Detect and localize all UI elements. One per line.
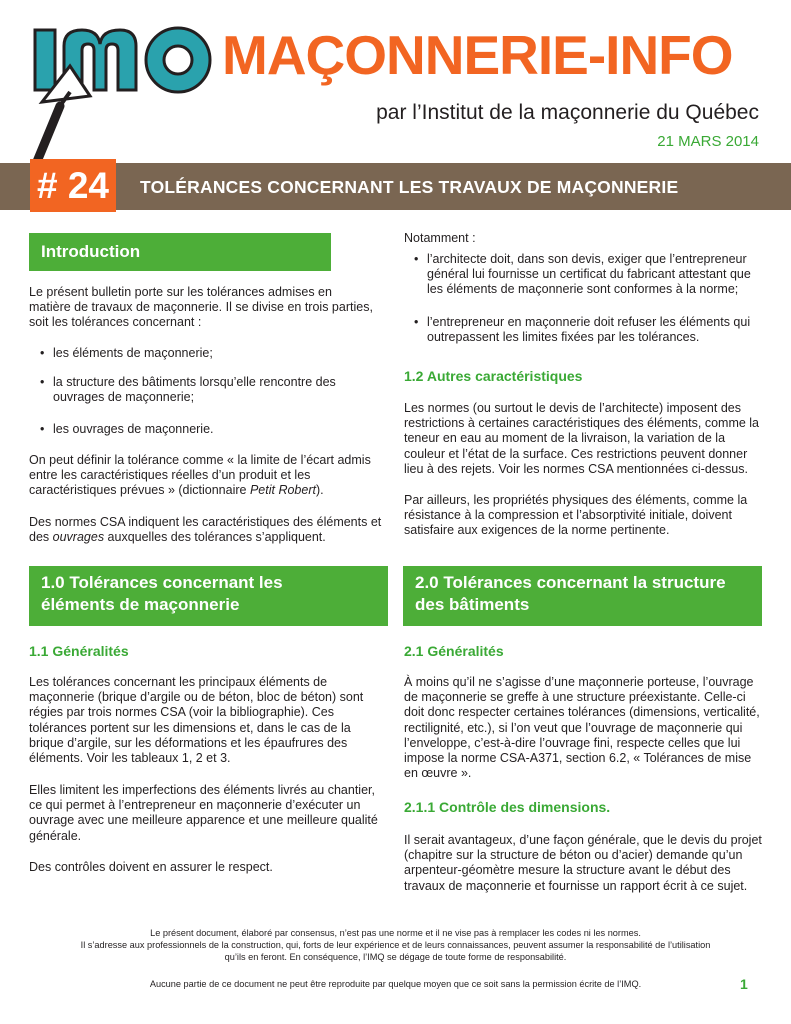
bulletin-title: TOLÉRANCES CONCERNANT LES TRAVAUX DE MAÇONNERIE xyxy=(140,177,679,197)
intro-bullet-2: • la structure des bâtiments lorsqu’elle rencontre des ouvrages de maçonnerie; xyxy=(40,375,336,405)
subheading-2-1-1: 2.1.1 Contrôle des dimensions. xyxy=(404,799,611,815)
right-bullet-1: • l’architecte doit, dans son devis, exiger que l’entrepreneur général lui fournisse un certificat du fabricant attestant que les éléments de maçonnerie sont conformes à la norme; xyxy=(414,252,751,297)
brand-title: MAÇONNERIE-INFO xyxy=(222,24,733,86)
section-1-heading: 1.0 Tolérances concernant les éléments de maçonnerie xyxy=(29,566,388,626)
copyright-notice: Aucune partie de ce document ne peut être reproduite par quelque moyen que ce soit sans la permission écrite de l’IMQ. xyxy=(149,979,642,989)
intro-paragraph-1: Le présent bulletin porte sur les tolérances admises en matière de travaux de maçonnerie. Il se divise en trois parties, soit les tolérances concernant : xyxy=(29,285,373,330)
notamment-label: Notamment : xyxy=(404,231,476,245)
section-1-1-paragraph-3: Des contrôles doivent en assurer le respect. xyxy=(29,860,273,874)
intro-paragraph-3: Des normes CSA indiquent les caractéristiques des éléments et des ouvrages auxquelles des tolérances s’appliquent. xyxy=(29,515,382,545)
page-number: 1 xyxy=(740,976,748,992)
brand-subtitle: par l’Institut de la maçonnerie du Québec xyxy=(376,101,759,124)
section-1-1-paragraph-2: Elles limitent les imperfections des éléments livrés au chantier, ce qui permet à l’entrepreneur en maçonnerie d’exécuter un ouvrage avec une meilleure apparence et une meilleure qualité générale. xyxy=(29,783,378,843)
subheading-1-1: 1.1 Généralités xyxy=(29,643,129,659)
bullet-dot-icon: • xyxy=(40,346,45,360)
bullet-dot-icon: • xyxy=(414,315,419,329)
intro-paragraph-2: On peut définir la tolérance comme « la limite de l’écart admis entre les caractéristiques réelles d’un produit et les caractéristiques prévues » (dictionnaire Petit Robert). xyxy=(29,453,371,498)
subheading-2-1: 2.1 Généralités xyxy=(404,643,504,659)
intro-heading: Introduction xyxy=(29,233,331,271)
section-2-heading: 2.0 Tolérances concernant la structure des bâtiments xyxy=(403,566,762,626)
section-1-2-paragraph-1: Les normes (ou surtout le devis de l’architecte) imposent des restrictions à certaines caractéristiques des éléments, comme la teneur en eau au moment de la livraison, la variation de la couleur et l’état de la surface. Ces restrictions peuvent donner lieu à des rejets. Voir les normes CSA mentionnées ci-dessus. xyxy=(404,401,760,476)
subheading-1-2: 1.2 Autres caractéristiques xyxy=(404,368,583,384)
issue-number: # 24 xyxy=(30,159,116,212)
bullet-dot-icon: • xyxy=(40,375,45,389)
section-1-1-paragraph-1: Les tolérances concernant les principaux éléments de maçonnerie (brique d’argile ou de béton, bloc de béton) sont régies par trois normes CSA (voir la bibliographie). Ces tolérances portent sur les dimensions et, dans le cas de la brique d’argile, sur les déformations et les épaufrures des éléments. Voir les tableaux 1, 2 et 3. xyxy=(29,675,364,766)
bullet-dot-icon: • xyxy=(40,422,45,436)
intro-bullet-3: • les ouvrages de maçonnerie. xyxy=(40,422,214,436)
disclaimer: Le présent document, élaboré par consensus, n’est pas une norme et il ne vise pas à remplacer les codes ni les normes. Il s’adresse aux professionnels de la construction, qui, forts de leur expérience et de leurs connaissances, peuvent assumer la responsabilité de l’utilisation qu’ils en feront. En conséquence, l’IMQ se dégage de toute forme de responsabilité. xyxy=(80,928,711,963)
imq-trowel-logo xyxy=(30,26,220,176)
issue-date: 21 MARS 2014 xyxy=(657,133,759,150)
section-1-2-paragraph-2: Par ailleurs, les propriétés physiques des éléments, comme la résistance à la compression et l’absorptivité initiale, doivent satisfaire aux exigences de la norme pertinente. xyxy=(404,493,748,538)
bullet-dot-icon: • xyxy=(414,252,419,266)
section-2-1-1-paragraph: Il serait avantageux, d’une façon générale, que le devis du projet (chapitre sur la structure de béton ou d’acier) demande qu’un arpenteur-géomètre mesure la structure avant le début des travaux de maçonnerie et fournisse un rapport écrit à ce sujet. xyxy=(404,833,762,893)
intro-bullet-1: • les éléments de maçonnerie; xyxy=(40,346,213,360)
right-bullet-2: • l’entrepreneur en maçonnerie doit refuser les éléments qui outrepassent les limites fixées par les tolérances. xyxy=(414,315,751,345)
section-2-1-paragraph-1: À moins qu’il ne s’agisse d’une maçonnerie porteuse, l’ouvrage de maçonnerie se greffe à une structure préexistante. Celle-ci doit donc respecter certaines tolérances (dimensions, verticalité, rectilignité, etc.), si l’on veut que l’ouvrage de maçonnerie qui l’enveloppe, c’est-à-dire l’ouvrage fini, respecte celles que lui impose la norme CSA-A371, section 6.2, « Tolérances de mise en œuvre ». xyxy=(404,675,760,781)
